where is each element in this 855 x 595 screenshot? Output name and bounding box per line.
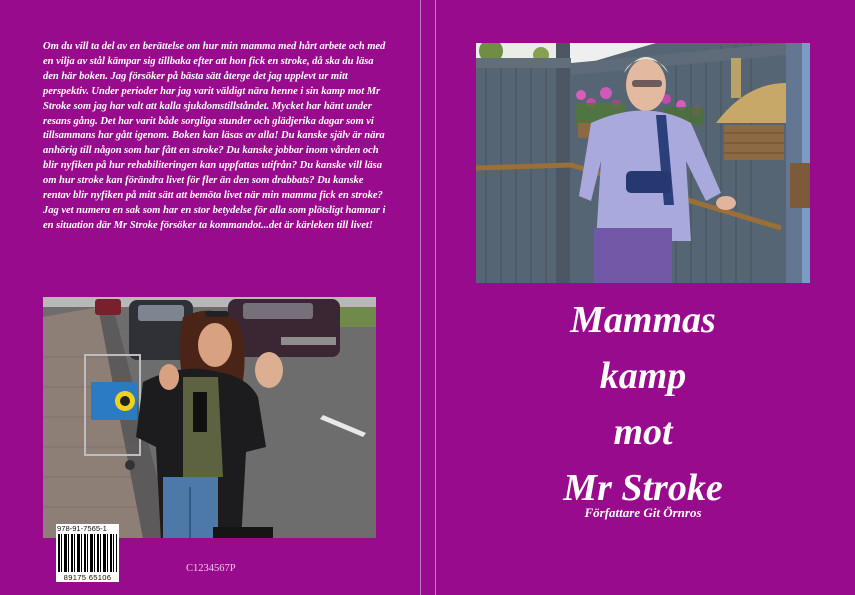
barcode-digits: 89175 65106 xyxy=(56,573,119,582)
title-line-1: Mammas xyxy=(570,299,716,341)
book-title xyxy=(476,292,810,516)
mother-photo-illustration xyxy=(476,43,810,283)
catalog-code: C1234567P xyxy=(186,563,236,574)
title-line-2: kamp xyxy=(599,355,687,397)
title-line-4: Mr Stroke xyxy=(563,467,723,509)
isbn-barcode xyxy=(56,524,119,582)
isbn-number: 978-91-7565-1 xyxy=(57,524,107,533)
author-photo-illustration xyxy=(43,297,376,538)
front-cover-photo xyxy=(476,43,810,283)
spine-left-edge xyxy=(420,0,421,595)
barcode-bars-icon xyxy=(58,534,117,572)
back-cover-photo xyxy=(43,297,376,538)
title-line-3: mot xyxy=(613,411,673,453)
spine-right-edge xyxy=(435,0,436,595)
author-credit: Författare Git Örnros xyxy=(584,505,702,520)
back-cover-blurb: Om du vill ta del av en berättelse om hur min mamma med hårt arbete och med en vilja av stål kämpar sig tillbaka efter att hon fick en stroke, då ska du läsa den här boken. Jag försöker på bästa sätt återge det jag upplevt ur mitt perspektiv. Under perioder har jag varit väldigt nära henne i sin kamp mot Mr Stroke som jag har valt att kalla sjukdomstillståndet. Mycket har hänt under resans gång. Det har varit både sorgliga stunder och glädjerika dagar som vi tillsammans har gått igenom. Boken kan läsas av alla! Du kanske själv är nära anhörig till någon som har fått en stroke? Du kanske jobbar inom vården och blir nyfiken på hur rehabiliteringen kan uppfattas utifrån? Du kanske vill läsa om hur stroke kan förändra livet för fler än den som drabbats? Du kanske rentav blir nyfiken på mitt sätt att bemöta livet när min mamma fick en stroke? Jag vet numera en sak som har en stor betydelse för alla som plötsligt hamnar i en situation där Mr Stroke försöker ta kommandot...det är kärleken till livet! xyxy=(43,41,386,231)
